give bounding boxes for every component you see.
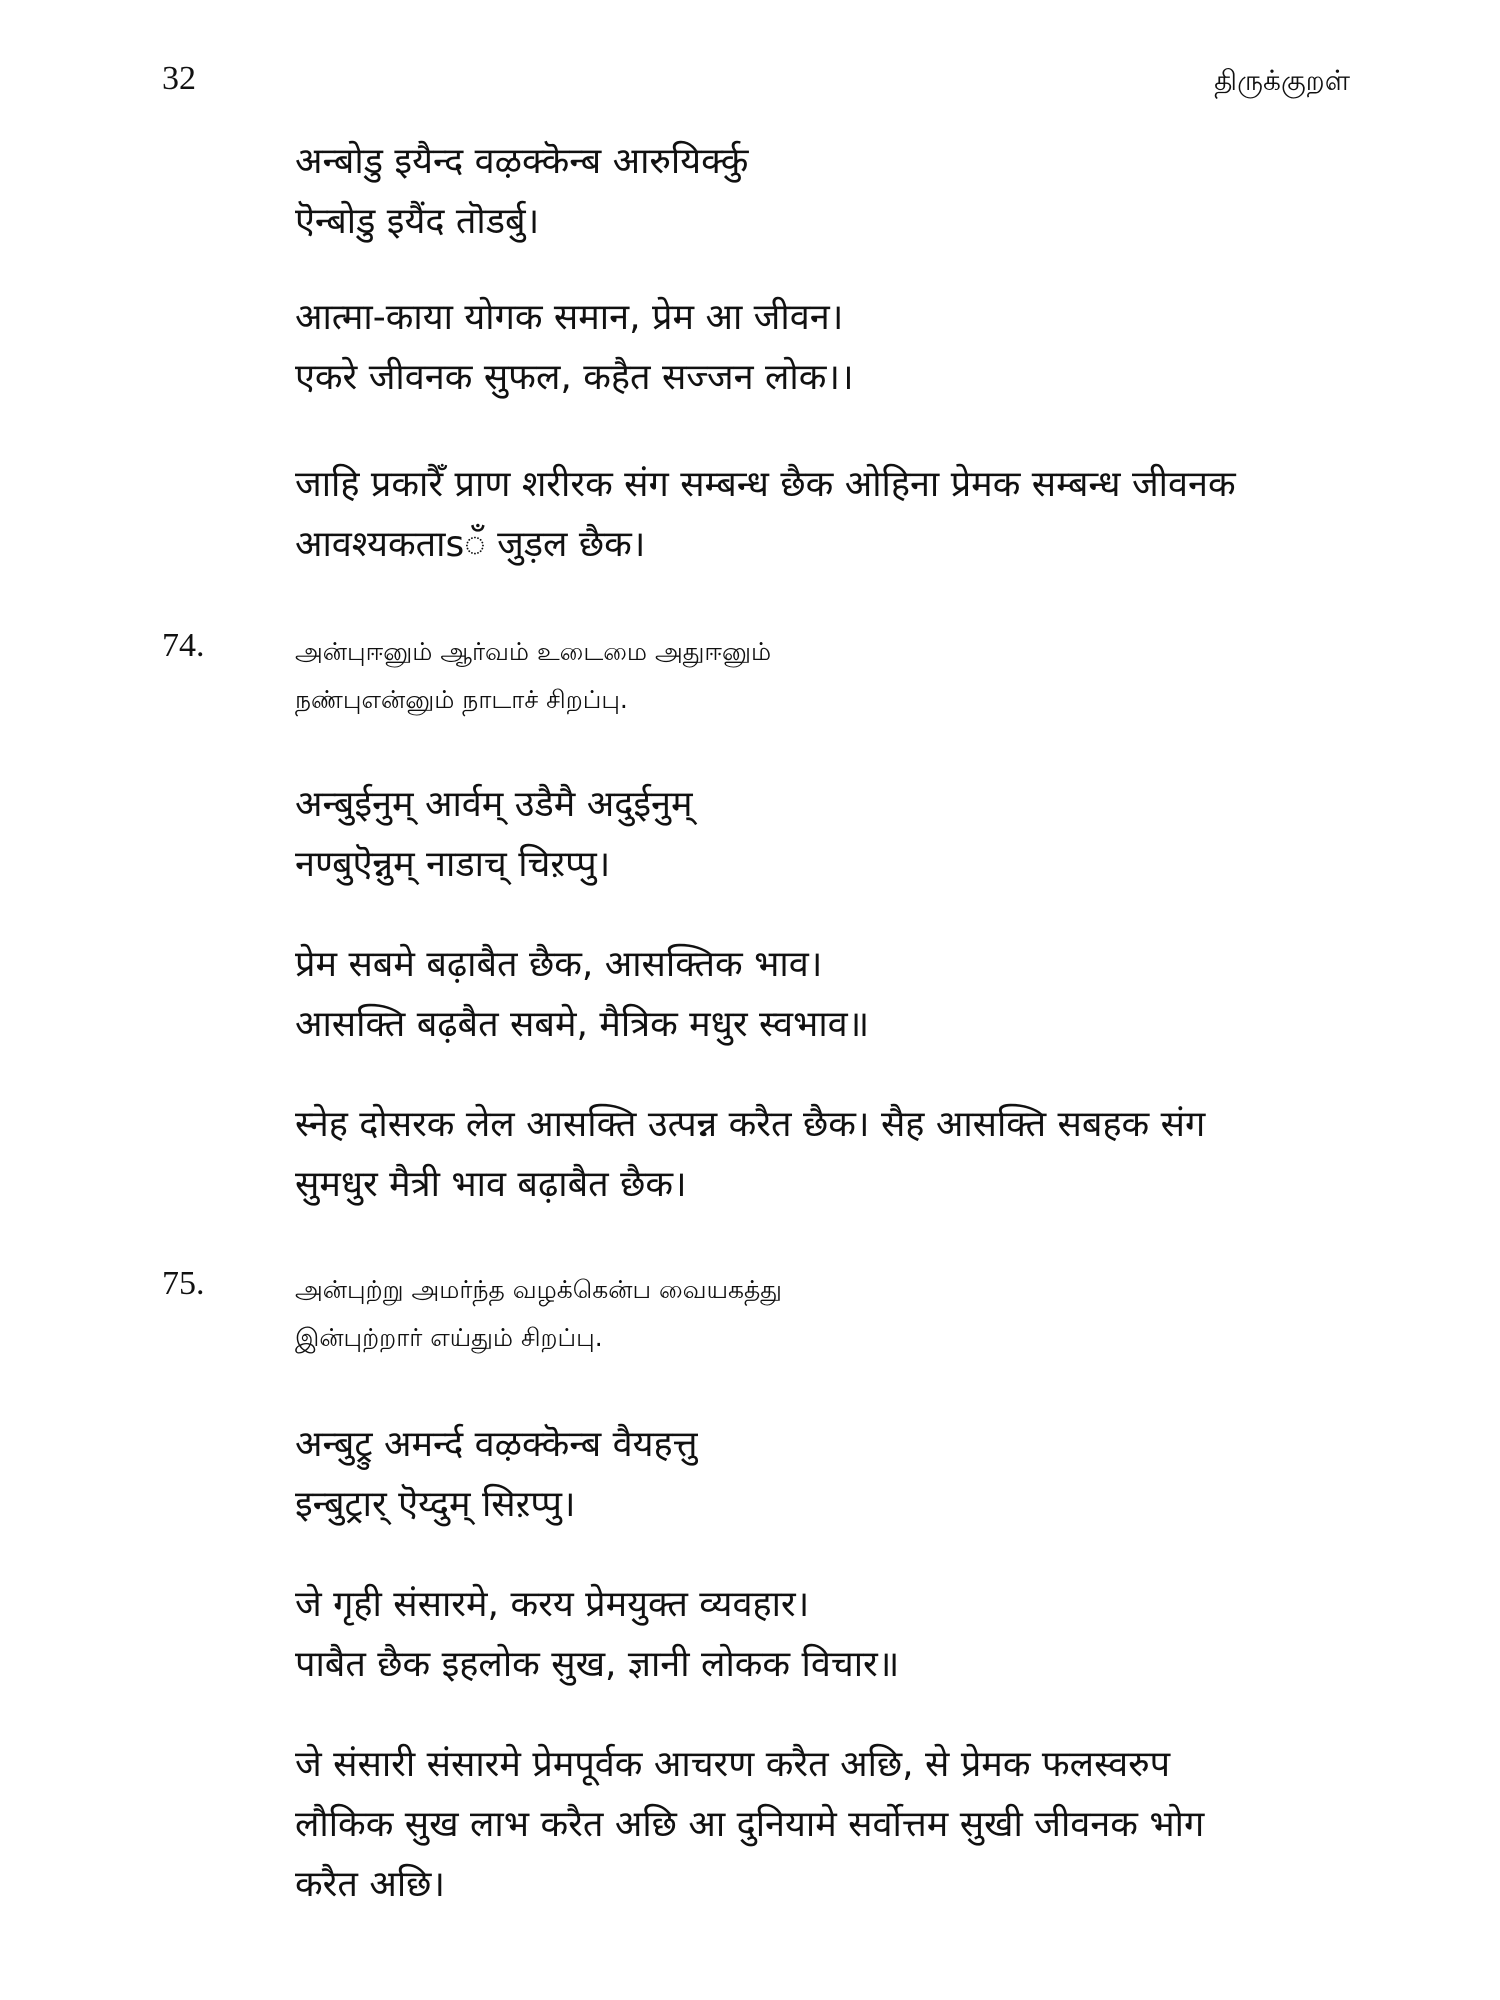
intro-prose (295, 455, 1236, 575)
verse-line: जे गृही संसारमे, करय प्रेमयुक्त व्यवहार। (295, 1584, 810, 1625)
verse-line: एकरे जीवनक सुफल, कहैत सज्जन लोक।। (295, 357, 854, 398)
prose-line: करैत अछि। (295, 1864, 446, 1905)
verse-line: आसक्ति बढ़बैत सबमे, मैत्रिक मधुर स्वभाव॥ (295, 1004, 870, 1045)
tamil-line: இன்புற்றார் எய்தும் சிறப்பு. (295, 1323, 603, 1352)
kural-number: 74. (162, 627, 205, 664)
kural-number: 75. (162, 1265, 205, 1302)
tamil-line: அன்புஈனும் ஆர்வம் உடைமை அதுஈனும் (295, 637, 772, 666)
transliteration-line: अन्बुईनुम् आर्वम् उडैमै अदुईनुम् (295, 784, 693, 825)
prose-line: लौकिक सुख लाभ करैत अछि आ दुनियामे सर्वोत्तम सुखी जीवनक भोग (295, 1804, 1205, 1845)
transliteration-line: ऎन्बोडु इयैंद तॊडर्बु। (295, 201, 540, 242)
running-header: திருக்குறள் (1214, 64, 1350, 97)
prose-line: स्नेह दोसरक लेल आसक्ति उत्पन्न करैत छैक। सैह आसक्ति सबहक संग (295, 1104, 1206, 1145)
prose-line: आवश्यकताsँ जुड़ल छैक। (295, 524, 646, 565)
prose-line: जे संसारी संसारमे प्रेमपूर्वक आचरण करैत अछि, से प्रेमक फलस्वरुप (295, 1744, 1171, 1785)
intro-transliteration (295, 132, 748, 252)
tamil-couplet (295, 628, 771, 724)
kural-transliteration (295, 775, 693, 895)
verse-line: पाबैत छैक इहलोक सुख, ज्ञानी लोकक विचार॥ (295, 1644, 900, 1685)
verse-line: आत्मा-काया योगक समान, प्रेम आ जीवन। (295, 297, 844, 338)
kural-verse (295, 935, 869, 1055)
prose-line: जाहि प्रकारैँ प्राण शरीरक संग सम्बन्ध छैक ओहिना प्रेमक सम्बन्ध जीवनक (295, 464, 1236, 505)
verse-line: प्रेम सबमे बढ़ाबैत छैक, आसक्तिक भाव। (295, 944, 823, 985)
kural-verse (295, 1575, 899, 1695)
intro-verse (295, 288, 854, 408)
kural-transliteration (295, 1415, 698, 1535)
transliteration-line: अन्बुट्रु अमर्न्द वऴक्कॆन्ब वैयहत्तु (295, 1424, 698, 1465)
transliteration-line: इन्बुट्रार् ऎय्दुम् सिऱप्पु। (295, 1484, 576, 1525)
tamil-couplet (295, 1266, 782, 1362)
prose-line: सुमधुर मैत्री भाव बढ़ाबैत छैक। (295, 1164, 687, 1205)
transliteration-line: अन्बोडु इयैन्द वऴक्कॆन्ब आरुयिर्क्कु (295, 141, 749, 182)
page-number: 32 (162, 60, 196, 97)
kural-prose (295, 1735, 1204, 1915)
tamil-line: நண்புஎன்னும் நாடாச் சிறப்பு. (295, 685, 628, 714)
kural-prose (295, 1095, 1205, 1215)
transliteration-line: नण्बुऎन्नुम् नाडाच् चिऱप्पु। (295, 844, 611, 885)
tamil-line: அன்புற்று அமர்ந்த வழக்கென்ப வையகத்து (295, 1275, 782, 1304)
